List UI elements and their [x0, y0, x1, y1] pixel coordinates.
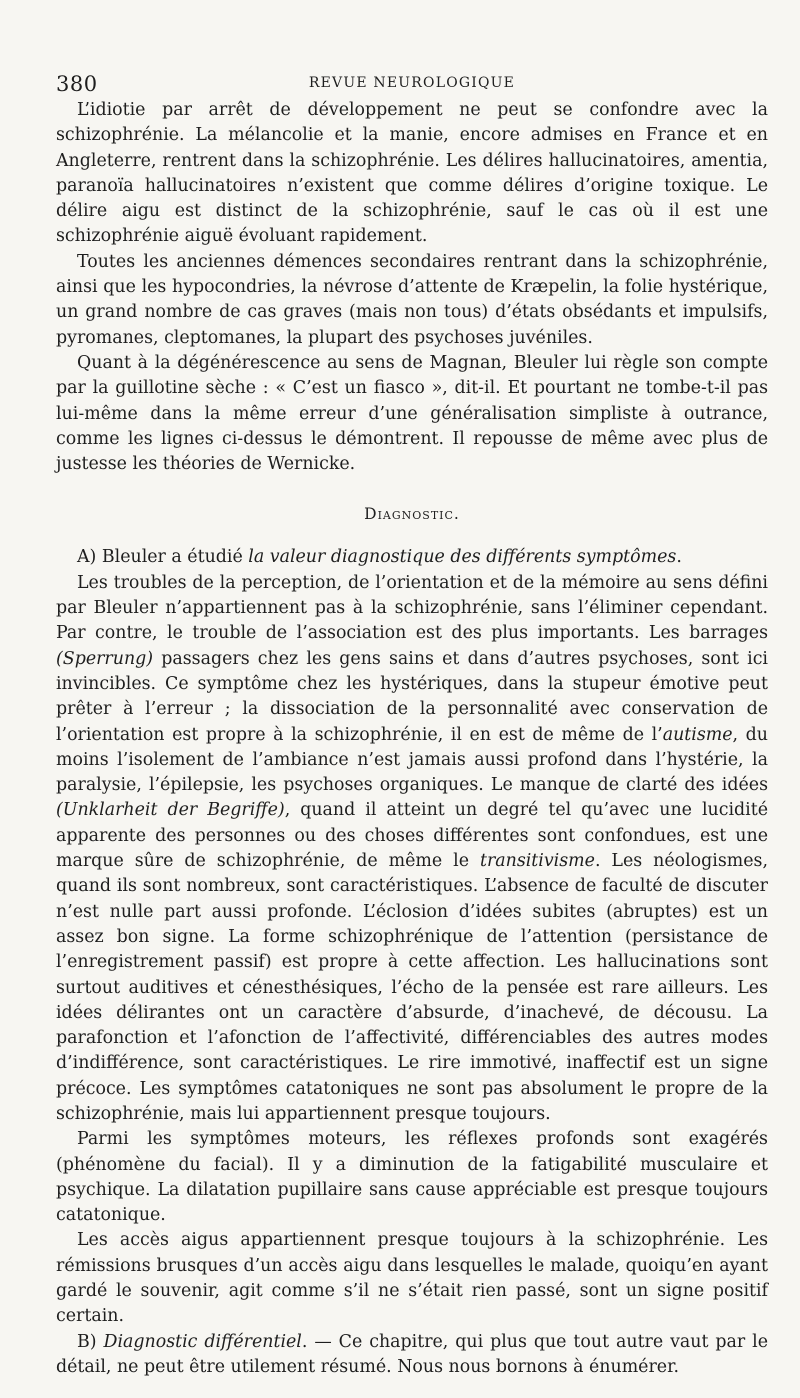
italic-span: (Sperrung) — [56, 648, 154, 669]
italic-span: transitivisme — [479, 851, 595, 872]
section-heading-diagnostic: Diagnostic. — [364, 505, 460, 524]
paragraph-demences: Toutes les anciennes démences secondaires rentrant dans la schizophrénie, ainsi que les hypocondries, la névrose d’attente de Kræpelin, la folie hystérique, un grand nombre de cas graves (mais non tous) d’états obsédants et impulsifs, pyromanes, cleptomanes, la plupart des psychoses juvéniles. — [56, 251, 768, 348]
running-title: REVUE NEUROLOGIQUE — [308, 75, 516, 91]
text-span: , du moins l’isolement de l’ambiance n’est jamais aussi profond dans l’hystérie, la paralysie, l’épilepsie, les psychoses organiques. Le manque de clarté des idées — [56, 724, 769, 796]
page-number: 380 — [56, 72, 98, 96]
paragraph-moteurs: Parmi les symptômes moteurs, les réflexes profonds sont exagérés (phénomène du facial). Il y a diminution de la fatigabilité musculaire et psychique. La dilatation pupillaire sans cause appréciable est presque toujours catatonique. — [56, 1129, 768, 1226]
paragraph-a-bleuler — [56, 545, 768, 570]
journal-page — [56, 62, 768, 1380]
text-span: . Les néologismes, quand ils sont nombreux, sont caractéristiques. L’absence de faculté de discuter n’est nulle part aussi profonde. L’éclosion d’idées subites (abruptes) est un assez bon signe. La forme schizophrénique de l’attention (persistance de l’enregistrement passif) est propre à cette affection. Les hallucinations sont surtout auditives et cénesthésiques, l’écho de la pensée est rare ailleurs. Les idées délirantes ont un caractère d’absurde, d’inachevé, de décousu. La parafonction et l’afonction de l’affectivité, différenciables des autres modes d’indifférence, sont caractéristiques. Le rire immotivé, inaffectif est un signe précoce. Les symptômes catatoniques ne sont pas absolument le propre de la schizophrénie, mais lui appartiennent presque toujours. — [56, 851, 768, 1124]
italic-span: la valeur diagnostique des différents symptômes — [248, 547, 677, 568]
paragraph-b-differentiel — [56, 1330, 768, 1381]
text-span: , quand il atteint un degré tel qu’avec une lucidité apparente des personnes ou des choses différentes sont confondues, est une marque sûre de schizophrénie, de même le — [56, 800, 768, 872]
paragraph-troubles — [56, 571, 768, 1128]
paragraph-idiotie: L’idiotie par arrêt de développement ne peut se confondre avec la schizophrénie. La mélancolie et la manie, encore admises en France et en Angleterre, rentrent dans la schizophrénie. Les délires hallucinatoires, amentia, paranoïa hallucinatoires n’existent que comme délires d’origine toxique. Le délire aigu est distinct de la schizophrénie, sauf le cas où il est une schizophrénie aiguë évoluant rapidement. — [56, 100, 768, 247]
text-span: B) — [77, 1331, 104, 1352]
paragraph-acces: Les accès aigus appartiennent presque toujours à la schizophrénie. Les rémissions brusques d’un accès aigu dans lesquelles le malade, quoiqu’en ayant gardé le souvenir, agit comme s’il ne s’était rien passé, sont un signe positif certain. — [56, 1230, 768, 1327]
text-span: . — Ce chapitre, qui plus que tout autre vaut par le détail, ne peut être utilement résumé. Nous nous bornons à énumérer. — [56, 1331, 769, 1377]
italic-span: autisme — [662, 724, 733, 745]
text-span: . — [676, 547, 682, 568]
page-header — [56, 62, 768, 98]
italic-span: Diagnostic différentiel — [103, 1331, 302, 1352]
text-span: Les troubles de la perception, de l’orientation et de la mémoire au sens défini par Bleuler n’appartiennent pas à la schizophrénie, sans l’éliminer cependant. Par contre, le trouble de l’association est des plus importants. Les barrages — [56, 572, 768, 644]
paragraph-degenerescence: Quant à la dégénérescence au sens de Magnan, Bleuler lui règle son compte par la guillotine sèche : « C’est un fiasco », dit-il. Et pourtant ne tombe-t-il pas lui-même dans la même erreur d’une généralisation simpliste à outrance, comme les lignes ci-dessus le démontrent. Il repousse de même avec plus de justesse les théories de Wernicke. — [56, 352, 768, 475]
italic-span: (Unklarheit der Begriffe) — [56, 800, 285, 821]
text-span: A) Bleuler a étudié — [77, 547, 249, 568]
text-span: passagers chez les gens sains et dans d’autres psychoses, sont ici invincibles. Ce symptôme chez les hystériques, dans la stupeur émotive peut prêter à l’erreur ; la dissociation de la personnalité avec conservation de l’orientation est propre à la schizophrénie, il en est de même de l’ — [56, 648, 768, 745]
